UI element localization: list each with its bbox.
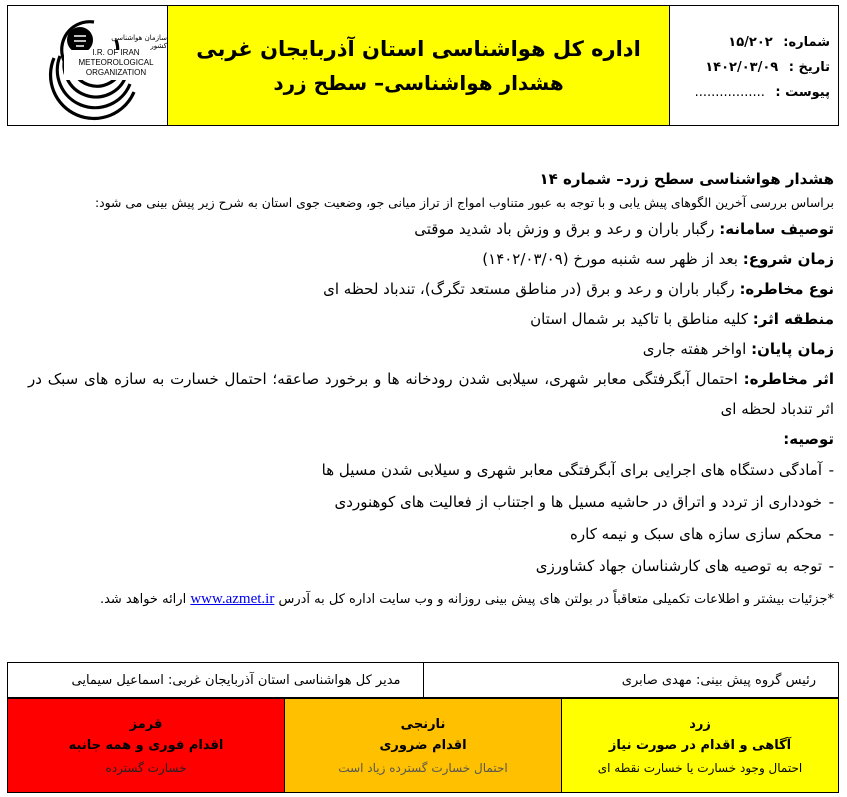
director-signature: مدیر کل هواشناسی استان آذربایجان غربی: اسماعیل سیمایی [71,672,401,688]
start-time-row [28,244,834,274]
logo-persian-text: سازمان هواشناسی کشور [111,34,167,50]
list-item: - آمادگی دستگاه های اجرایی برای آبگرفتگی معابر شهری و سیلابی شدن مسیل ها [28,454,834,486]
warning-levels-table [7,698,839,793]
number-value: ۱۵/۲۰۲ [728,35,773,50]
hazard-effect-label: اثر مخاطره: [743,370,834,388]
affected-area-value: کلیه مناطق با تاکید بر شمال استان [530,310,748,328]
intro-text: براساس بررسی آخرین الگوهای پیش یابی و با توجه به عبور متناوب امواج از تراز میانی جو، وضعیت جوی استان به شرح زیر پیش بینی می شود: [94,195,834,210]
level-description: احتمال خسارت گسترده زیاد است [338,760,508,775]
level-action: آگاهی و اقدام در صورت نیاز [608,737,792,753]
level-action: اقدام فوری و همه جانبه [68,737,224,753]
logo-line-2: METEOROLOGICAL [78,58,154,67]
letter-number-row [670,30,830,55]
level-name: قرمز [129,716,163,732]
number-label: شماره: [783,35,830,50]
recommendation-list [28,454,834,582]
logo-area [8,6,168,125]
start-time-label: زمان شروع: [742,250,834,268]
level-description: خسارت گسترده [105,760,187,775]
level-action: اقدام ضروری [379,737,467,753]
system-description-value: رگبار باران و رعد و برق و وزش باد شدید موقتی [414,220,715,238]
list-item: - توجه به توصیه های کارشناسان جهاد کشاورزی [28,550,834,582]
hazard-type-row [28,274,834,304]
level-orange [284,699,561,792]
attachment-label: پیوست : [775,85,830,100]
end-time-label: زمان پایان: [751,340,834,358]
letter-date-row [670,55,830,80]
hazard-effect-row [28,364,834,424]
date-label: تاریخ : [788,60,830,75]
system-description-row [28,214,834,244]
end-time-row [28,334,834,364]
footnote [28,586,834,613]
level-description: احتمال وجود خسارت یا خسارت نقطه ای [597,760,803,775]
list-item: - محکم سازی سازه های سبک و نیمه کاره [28,518,834,550]
level-yellow [561,699,838,792]
warning-heading: هشدار هواشناسی سطح زرد– شماره ۱۴ [539,170,834,188]
footnote-text-before: *جزئیات بیشتر و اطلاعات تکمیلی متعاقباً در بولتن های پیش بینی روزانه و وب سایت اداره کل به آدرس [278,592,834,607]
footnote-text-after: ارائه خواهد شد. [99,592,187,607]
date-value: ۱۴۰۲/۰۳/۰۹ [705,60,779,75]
letter-meta [670,6,838,125]
affected-area-label: منطقه اثر: [752,310,834,328]
letterhead [7,5,839,126]
hazard-type-value: رگبار باران و رعد و برق (در مناطق مستعد تگرگ)، تندباد لحظه ای [323,280,735,298]
level-name: زرد [689,716,711,732]
header-title-box [168,6,670,125]
signature-row [7,662,839,698]
level-name: نارنجی [400,716,446,732]
list-item: - خودداری از تردد و اتراق در حاشیه مسیل ها و اجتناب از فعالیت های کوهنوردی [28,486,834,518]
attachment-value: ................. [694,85,765,100]
warning-body [28,166,834,613]
website-link[interactable]: www.azmet.ir [190,591,275,607]
affected-area-row [28,304,834,334]
start-time-value: بعد از ظهر سه شنبه مورخ (۱۴۰۲/۰۳/۰۹) [482,250,738,268]
office-title: اداره کل هواشناسی استان آذربایجان غربی [196,36,641,61]
end-time-value: اواخر هفته جاری [642,340,747,358]
system-description-label: توصیف سامانه: [719,220,834,238]
forecast-head-signature: رئیس گروه پیش بینی: مهدی صابری [423,663,839,697]
recommendation-label: توصیه: [783,430,834,448]
hazard-effect-value: احتمال آبگرفتگی معابر شهری، سیلابی شدن رودخانه ها و برخورد صاعقه؛ احتمال خسارت به سازه های سبک در اثر تندباد لحظه ای [28,370,834,418]
hazard-type-label: نوع مخاطره: [739,280,834,298]
logo-line-3: ORGANIZATION [85,68,147,77]
logo-english-text [66,48,166,78]
recommendation-heading-row [28,424,834,454]
logo-line-1: I.R. OF IRAN [92,48,140,57]
warning-level-title: هشدار هواشناسی– سطح زرد [273,70,564,95]
level-red [8,699,284,792]
letter-attachment-row [670,80,830,105]
